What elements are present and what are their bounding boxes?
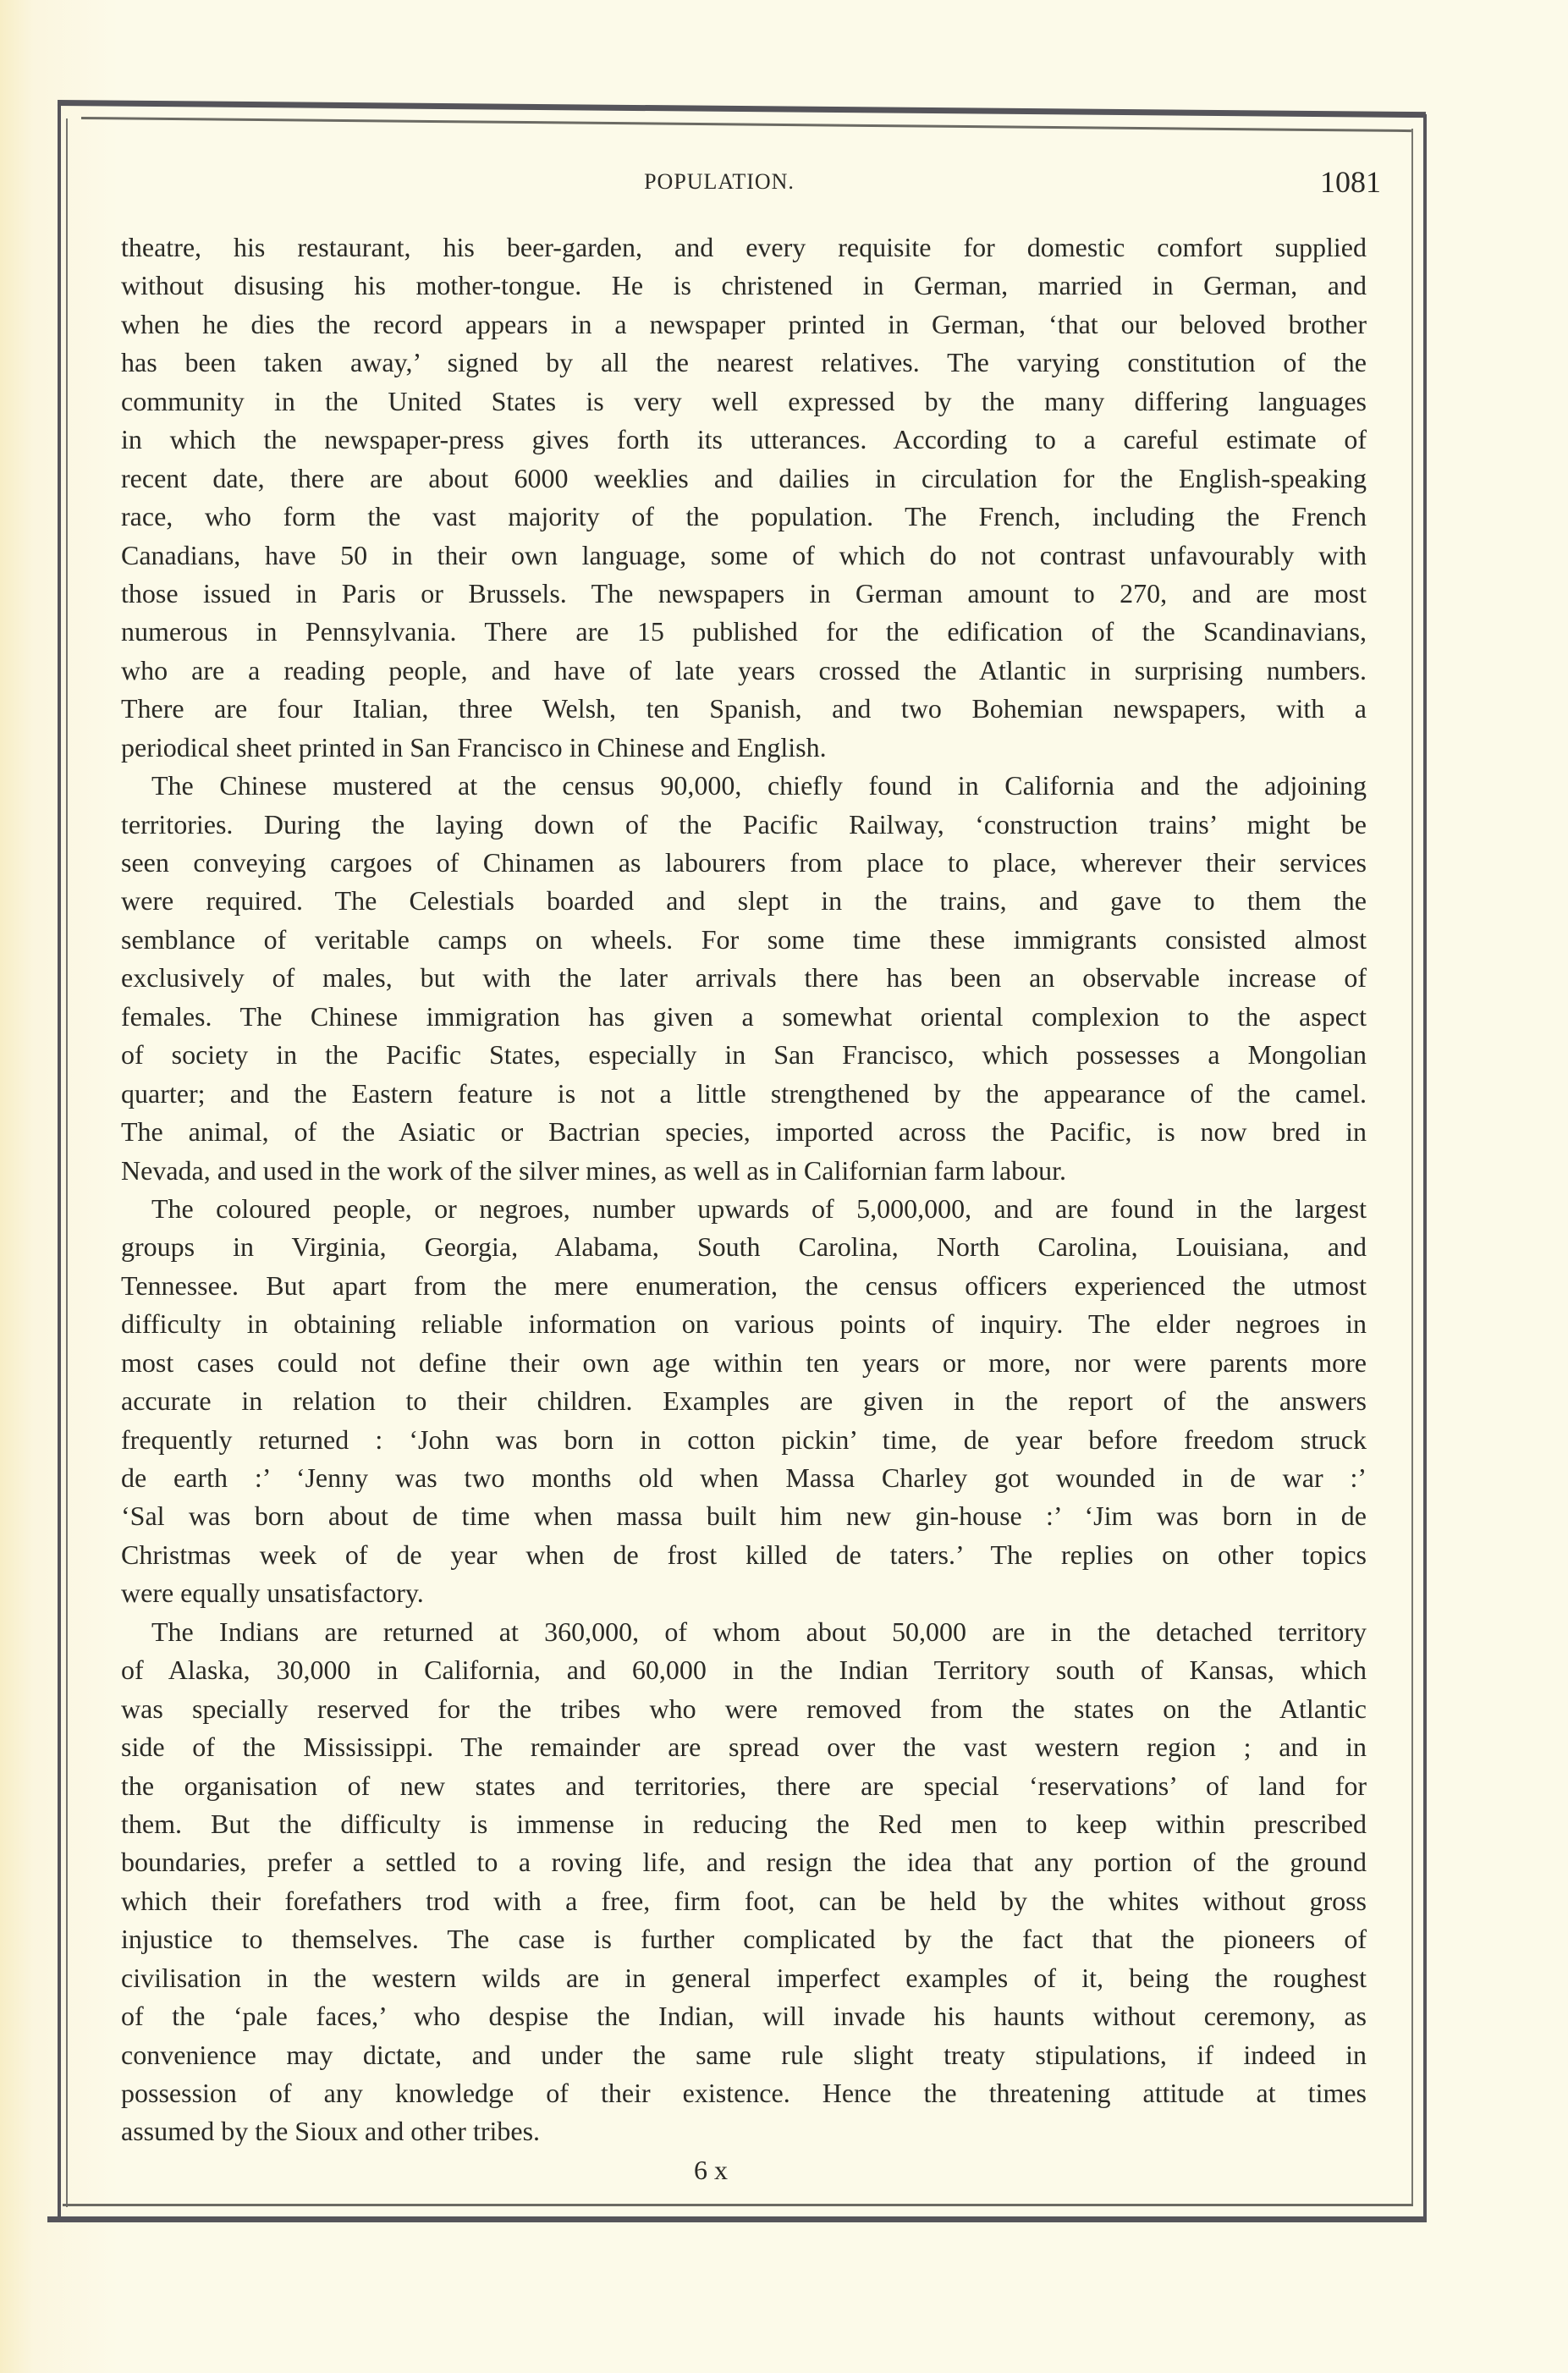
text-line: in which the newspaper-press gives forth its utterances. According to a careful estimate of [121, 424, 1367, 455]
text-line: exclusively of males, but with the later arrivals there has been an observable increase of [121, 962, 1367, 994]
text-line: theatre, his restaurant, his beer-garden, and every requisite for domestic comfort supplied [121, 232, 1367, 262]
inner-frame-top-rule [81, 117, 1411, 132]
text-line: civilisation in the western wilds are in general imperfect examples of it, being the roughest [121, 1962, 1367, 1993]
text-line: semblance of veritable camps on wheels. For some time these immigrants consisted almost [121, 923, 1367, 955]
text-line: The Chinese mustered at the census 90,000, chiefly found in California and the adjoining [151, 770, 1367, 801]
text-line: when he dies the record appears in a newspaper printed in German, ‘that our beloved brother [121, 308, 1367, 339]
paragraph [121, 1190, 1367, 1613]
text-line: Tennessee. But apart from the mere enumeration, the census officers experienced the utmost [121, 1269, 1367, 1301]
text-line: race, who form the vast majority of the population. The French, including the French [121, 501, 1367, 532]
text-line: periodical sheet printed in San Francisco in Chinese and English. [121, 731, 827, 763]
text-line: assumed by the Sioux and other tribes. [121, 2116, 541, 2147]
text-line: Nevada, and used in the work of the silver mines, as well as in Californian farm labour. [121, 1154, 1067, 1186]
text-line: them. But the difficulty is immense in reducing the Red men to keep within prescribed [121, 1808, 1367, 1839]
paragraph [121, 767, 1367, 1190]
text-line: There are four Italian, three Welsh, ten Spanish, and two Bohemian newspapers, with a [121, 693, 1367, 724]
inner-frame-left-rule [66, 118, 68, 2207]
text-line: were required. The Celestials boarded and slept in the trains, and gave to them the [121, 885, 1367, 917]
text-line: territories. During the laying down of the Pacific Railway, ‘construction trains’ might be [121, 808, 1367, 840]
outer-frame-bottom-rule [47, 2216, 1427, 2222]
text-line: numerous in Pennsylvania. There are 15 published for the edification of the Scandinavians, [121, 616, 1367, 647]
text-line: The Indians are returned at 360,000, of whom about 50,000 are in the detached territory [151, 1616, 1367, 1647]
body-text [121, 228, 1367, 2151]
text-line: quarter; and the Eastern feature is not a little strengthened by the appearance of the camel. [121, 1077, 1367, 1109]
text-line: recent date, there are about 6000 weeklies and dailies in circulation for the English-speaking [121, 462, 1367, 493]
text-line: The animal, of the Asiatic or Bactrian species, imported across the Pacific, is now bred in [121, 1116, 1367, 1148]
text-line: difficulty in obtaining reliable information on various points of inquiry. The elder negroes in [121, 1308, 1367, 1340]
text-line: those issued in Paris or Brussels. The newspapers in German amount to 270, and are most [121, 577, 1367, 608]
text-line: side of the Mississippi. The remainder are spread over the vast western region ; and in [121, 1732, 1367, 1763]
inner-frame-bottom-rule [63, 2204, 1413, 2206]
text-line: most cases could not define their own age within ten years or more, nor were parents more [121, 1346, 1367, 1378]
text-line: injustice to themselves. The case is further complicated by the fact that the pioneers of [121, 1924, 1367, 1955]
text-line: females. The Chinese immigration has given a somewhat oriental complexion to the aspect [121, 1000, 1367, 1032]
paragraph [121, 228, 1367, 767]
text-line: Christmas week of de year when de frost killed de taters.’ The replies on other topics [121, 1539, 1367, 1570]
text-line: groups in Virginia, Georgia, Alabama, South Carolina, North Carolina, Louisiana, and [121, 1231, 1367, 1263]
outer-frame-left-rule [58, 102, 61, 2222]
running-head: POPULATION. [644, 169, 795, 194]
text-line: possession of any knowledge of their existence. Hence the threatening attitude at times [121, 2078, 1367, 2108]
inner-frame-right-rule [1411, 129, 1413, 2205]
signature-mark: 6 x [694, 2155, 728, 2185]
text-line: of Alaska, 30,000 in California, and 60,000 in the Indian Territory south of Kansas, which [121, 1654, 1367, 1686]
outer-frame-top-rule [58, 100, 1426, 118]
text-line: who are a reading people, and have of late years crossed the Atlantic in surprising numbers. [121, 654, 1367, 685]
text-line: Canadians, have 50 in their own language, some of which do not contrast unfavourably with [121, 539, 1367, 570]
text-line: seen conveying cargoes of Chinamen as labourers from place to place, wherever their services [121, 847, 1367, 878]
text-line: accurate in relation to their children. Examples are given in the report of the answers [121, 1385, 1367, 1417]
text-line: convenience may dictate, and under the same rule slight treaty stipulations, if indeed in [121, 2039, 1367, 2070]
text-line: has been taken away,’ signed by all the nearest relatives. The varying constitution of the [121, 347, 1367, 378]
text-line: de earth :’ ‘Jenny was two months old when Massa Charley got wounded in de war :’ [121, 1462, 1367, 1493]
text-line: boundaries, prefer a settled to a roving life, and resign the idea that any portion of the ground [121, 1847, 1367, 1878]
text-line: community in the United States is very well expressed by the many differing languages [121, 385, 1367, 416]
text-line: frequently returned : ‘John was born in cotton pickin’ time, de year before freedom struck [121, 1423, 1367, 1455]
text-line: the organisation of new states and territories, there are special ‘reservations’ of land for [121, 1770, 1367, 1801]
outer-frame-right-rule [1423, 114, 1427, 2222]
text-line: which their forefathers trod with a free, firm foot, can be held by the whites without gross [121, 1885, 1367, 1916]
text-line: were equally unsatisfactory. [121, 1577, 424, 1609]
page-number: 1081 [1320, 165, 1381, 199]
text-line: of the ‘pale faces,’ who despise the Indian, will invade his haunts without ceremony, as [121, 2001, 1367, 2032]
text-line: of society in the Pacific States, especially in San Francisco, which possesses a Mongolian [121, 1039, 1367, 1071]
text-line: without disusing his mother-tongue. He is christened in German, married in German, and [121, 270, 1367, 301]
text-line: was specially reserved for the tribes who were removed from the states on the Atlantic [121, 1693, 1367, 1724]
text-line: The coloured people, or negroes, number upwards of 5,000,000, and are found in the largest [151, 1192, 1367, 1224]
text-line: ‘Sal was born about de time when massa built him new gin-house :’ ‘Jim was born in de [121, 1500, 1367, 1532]
paragraph [121, 1613, 1367, 2151]
